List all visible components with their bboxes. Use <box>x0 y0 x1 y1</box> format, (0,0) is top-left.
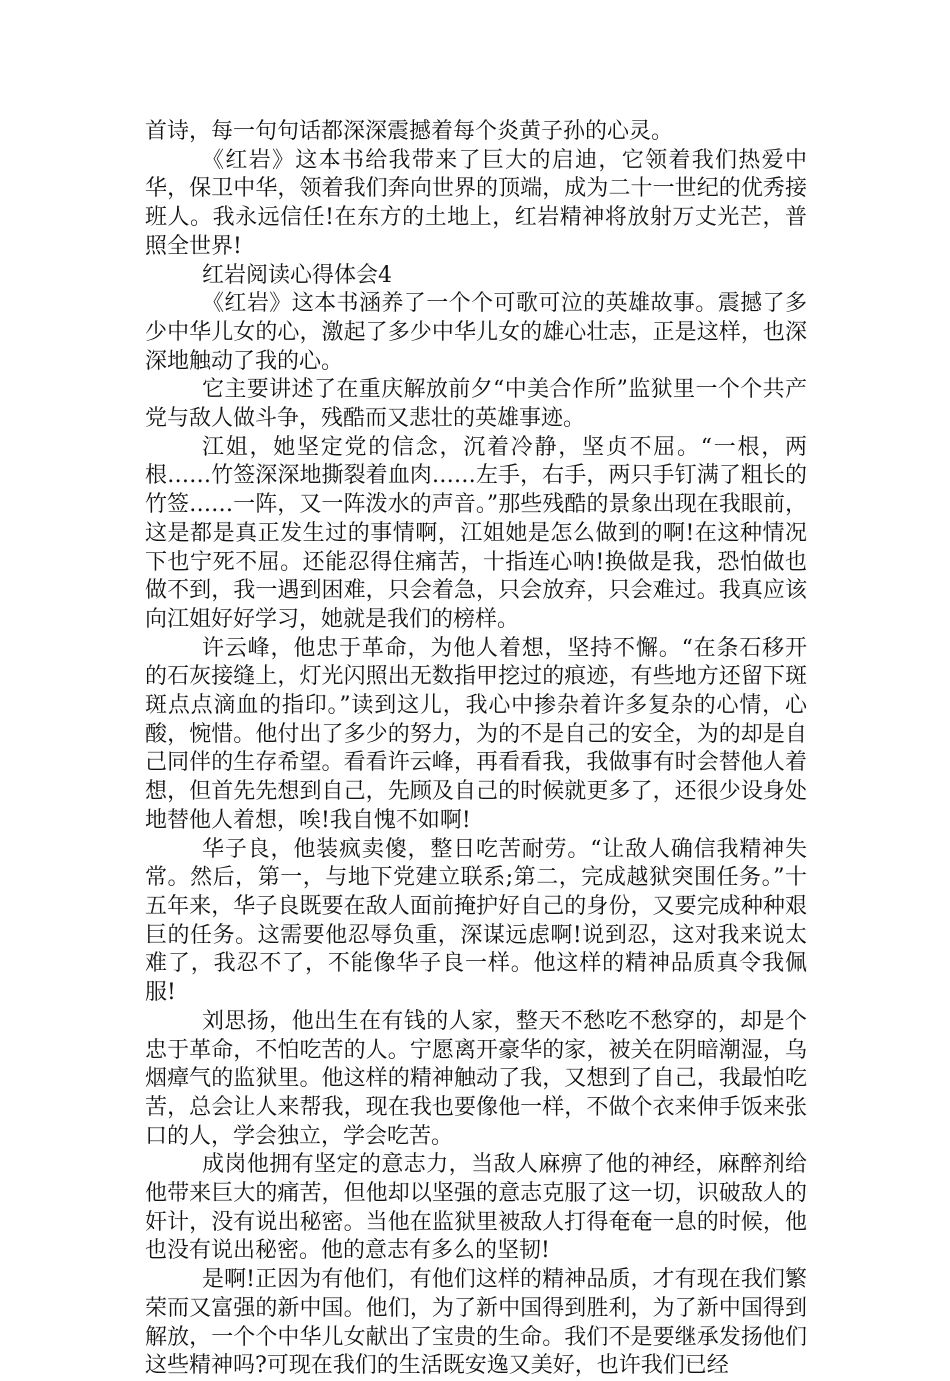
section-heading: 红岩阅读心得体会4 <box>202 262 392 288</box>
paragraph-conclusion: 是啊!正因为有他们，有他们这样的精神品质，才有现在我们繁荣而又富强的新中国。他们，为了新中国得到胜利，为了新中国得到解放，一个个中华儿女献出了宝贵的生命。我们不是要继承发扬他们这些精神吗?可现在我们的生活既安逸又美好，也许我们已经 <box>145 1267 807 1379</box>
paragraph-hua-ziliang: 华子良，他装疯卖傻，整日吃苦耐劳。“让敌人确信我精神失常。然后，第一，与地下党建立联系;第二，完成越狱突围任务。”十五年来，华子良既要在敌人面前掩护好自己的身份，又要完成种种艰巨的任务。这需要他忍辱负重，深谋远虑啊!说到忍，这对我来说太难了，我忍不了，不能像华子良一样。他这样的精神品质真令我佩服! <box>145 836 807 1006</box>
paragraph-continuation: 首诗，每一句句话都深深震撼着每个炎黄子孙的心灵。 <box>145 119 674 144</box>
paragraph-book-intro: 《红岩》这本书涵养了一个个可歌可泣的英雄故事。震撼了多少中华儿女的心，激起了多少中华儿女的雄心壮志，正是这样，也深深地触动了我的心。 <box>145 291 807 374</box>
paragraph-liu-siyang: 刘思扬，他出生在有钱的人家，整天不愁吃不愁穿的，却是个忠于革命，不怕吃苦的人。宁愿离开豪华的家，被关在阴暗潮湿，乌烟瘴气的监狱里。他这样的精神触动了我，又想到了自己，我最怕吃苦，总会让人来帮我，现在我也要像他一样，不做个衣来伸手饭来张口的人，学会独立，学会吃苦。 <box>145 1008 807 1149</box>
paragraph-main-story: 它主要讲述了在重庆解放前夕“中美合作所”监狱里一个个共产党与敌人做斗争，残酷而又悲壮的英雄事迹。 <box>145 377 807 432</box>
paragraph-book-inspiration: 《红岩》这本书给我带来了巨大的启迪，它领着我们热爱中华，保卫中华，领着我们奔向世界的顶端，成为二十一世纪的优秀接班人。我永远信任!在东方的土地上，红岩精神将放射万丈光芒，普照全世界! <box>145 147 807 259</box>
paragraph-cheng-gang: 成岗他拥有坚定的意志力，当敌人麻痹了他的神经，麻醉剂给他带来巨大的痛苦，但他却以坚强的意志克服了这一切，识破敌人的奸计，没有说出秘密。当他在监狱里被敌人打得奄奄一息的时候，他也没有说出秘密。他的意志有多么的坚韧! <box>145 1152 807 1264</box>
paragraph-jiang-jie: 江姐，她坚定党的信念，沉着冷静，坚贞不屈。“一根，两根……竹签深深地撕裂着血肉……左手，右手，两只手钉满了粗长的竹签……一阵，又一阵泼水的声音。”那些残酷的景象出现在我眼前，这是都是真正发生过的事情啊，江姐她是怎么做到的啊!在这种情况下也宁死不屈。还能忍得住痛苦，十指连心呐!换做是我，恐怕做也做不到，我一遇到困难，只会着急，只会放弃，只会难过。我真应该向江姐好好学习，她就是我们的榜样。 <box>145 434 807 632</box>
document-body <box>145 118 807 1381</box>
paragraph-xu-yunfeng: 许云峰，他忠于革命，为他人着想，坚持不懈。“在条石移开的石灰接缝上，灯光闪照出无数指甲挖过的痕迹，有些地方还留下斑斑点点滴血的指印。”读到这儿，我心中掺杂着许多复杂的心情，心酸，惋惜。他付出了多少的努力，为的不是自己的安全，为的却是自己同伴的生存希望。看看许云峰，再看看我，我做事有时会替他人着想，但首先先想到自己，先顾及自己的时候就更多了，还很少设身处地替他人着想，唉!我自愧不如啊! <box>145 635 807 833</box>
